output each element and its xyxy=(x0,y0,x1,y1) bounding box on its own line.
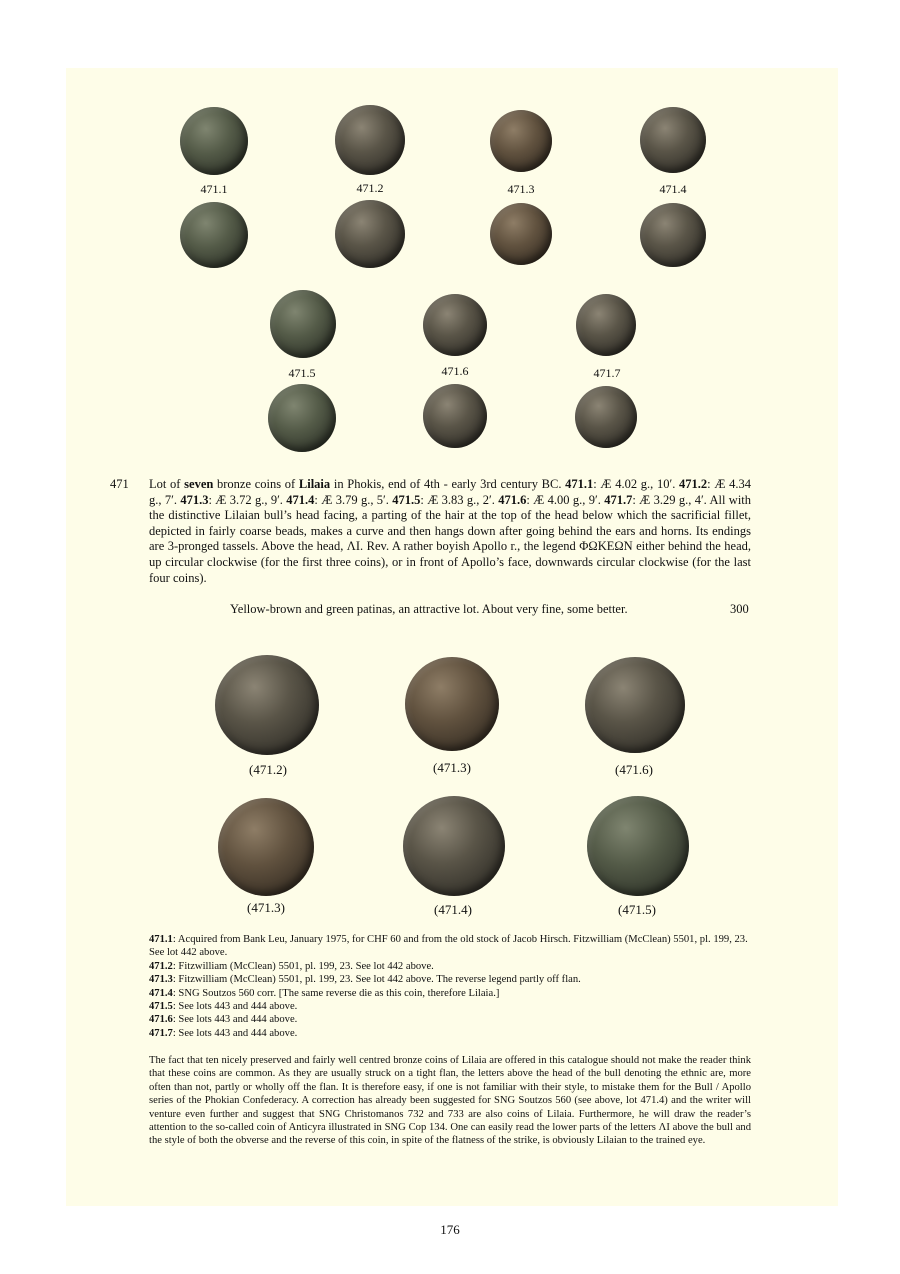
plate-label-471-3: 471.3 xyxy=(507,182,535,196)
coin-enlarged-471-3-reverse xyxy=(218,798,314,896)
plate-label-471-7: 471.7 xyxy=(593,366,621,380)
provenance-item: 471.4: SNG Soutzos 560 corr. [The same reverse die as this coin, therefore Lilaia.] xyxy=(149,987,500,999)
lot-description: Lot of seven bronze coins of Lilaia in Phokis, end of 4th - early 3rd century BC. 471.1: Æ 4.02 g., 10′. 471.2: Æ 4.34 g., 7′. 471.3: Æ 3.72 g., 9′. 471.4: Æ 3.79 g., 5′. 471.5: Æ 3.83 g., 2′. 471.6: Æ 4.00 g., 9′. 471.7: Æ 3.29 g., 4′. All with the distinctive Lilaian bull’s head facing, a parting of the hair at the top of the head below which the sacrificial fillet, depicted in fairly coarse beads, makes a curve and then hangs down after going behind the ears and horns. Its endings are 3-pronged tassels. Above the head, ΛΙ. Rev. A rather boyish Apollo r., the legend ΦΩΚΕΩΝ either behind the head, up circular clockwise (for the first three coins), or in front of Apollo’s face, downwards circular clockwise (for the last four coins). xyxy=(149,477,752,585)
provenance-notes xyxy=(149,933,751,1040)
coin-471-7-obverse xyxy=(576,294,636,356)
commentary-paragraph: The fact that ten nicely preserved and fairly well centred bronze coins of Lilaia are offered in this catalogue should not make the reader think that these coins are common. As they are usually struck on a tight flan, the letters above the head of the bull denoting the ethnic are, more often than not, partly or wholly off the flan. It is therefore easy, if one is not familiar with their style, to mistake them for the Bull / Apollo series of the Phokian Confederacy. A correction has already been suggested for SNG Soutzos 560 (see above, lot 471.4) and the writer will venture even further and suggest that SNG Christomanos 732 and 733 are also coins of Lilaia. Furthermore, he will draw the reader’s attention to the so-called coin of Anticyra illustrated in SNG Cop 134. One can easily read the lower parts of the letters ΛΙ above the bull and the style of both the obverse and the reverse of this coin, in spite of the flatness of the strike, is obviously Lilaian to the trained eye. xyxy=(149,1055,751,1147)
coin-471-6-reverse xyxy=(423,384,487,448)
coin-471-3-reverse xyxy=(490,203,552,265)
provenance-item: 471.2: Fitzwilliam (McClean) 5501, pl. 199, 23. See lot 442 above. xyxy=(149,960,434,972)
plate-label-471-5: 471.5 xyxy=(288,366,316,380)
coin-471-3-obverse xyxy=(490,110,552,172)
provenance-item: 471.6: See lots 443 and 444 above. xyxy=(149,1014,298,1026)
enlarged-label-471-5: (471.5) xyxy=(618,902,656,917)
coin-471-2-reverse xyxy=(335,200,405,268)
coin-enlarged-471-2-obverse xyxy=(215,655,319,755)
enlarged-label-471-3b: (471.3) xyxy=(247,900,285,915)
coin-enlarged-471-5-reverse xyxy=(587,796,689,896)
coin-enlarged-471-3-obverse xyxy=(405,657,499,751)
plate-label-471-2: 471.2 xyxy=(356,181,384,195)
plate-label-471-4: 471.4 xyxy=(659,182,687,196)
provenance-item: 471.5: See lots 443 and 444 above. xyxy=(149,1001,298,1013)
provenance-item: 471.3: Fitzwilliam (McClean) 5501, pl. 199, 23. See lot 442 above. The reverse legend partly off flan. xyxy=(149,974,581,986)
enlarged-label-471-4: (471.4) xyxy=(434,902,472,917)
lot-estimate: 300 xyxy=(730,602,749,616)
enlarged-label-471-3: (471.3) xyxy=(433,760,471,775)
plate-label-471-1: 471.1 xyxy=(200,182,228,196)
provenance-item: 471.1: Acquired from Bank Leu, January 1975, for CHF 60 and from the old stock of Jacob Hirsch. Fitzwilliam (McClean) 5501, pl. 199, 23. See lot 442 above. xyxy=(149,934,748,959)
coin-enlarged-471-4-reverse xyxy=(403,796,505,896)
plate-label-471-6: 471.6 xyxy=(441,364,469,378)
provenance-item: 471.7: See lots 443 and 444 above. xyxy=(149,1027,298,1039)
coin-471-7-reverse xyxy=(575,386,637,448)
page-number: 176 xyxy=(440,1222,460,1237)
coin-471-5-obverse xyxy=(270,290,336,358)
coin-471-1-obverse xyxy=(180,107,248,175)
coin-471-6-obverse xyxy=(423,294,487,356)
enlarged-label-471-6: (471.6) xyxy=(615,762,653,777)
coin-enlarged-471-6-obverse xyxy=(585,657,685,753)
lot-number: 471 xyxy=(110,477,129,491)
lot-condition: Yellow-brown and green patinas, an attractive lot. About very fine, some better. xyxy=(230,602,628,616)
enlarged-label-471-2: (471.2) xyxy=(249,762,287,777)
coin-471-1-reverse xyxy=(180,202,248,268)
coin-471-2-obverse xyxy=(335,105,405,175)
coin-471-5-reverse xyxy=(268,384,336,452)
coin-471-4-reverse xyxy=(640,203,706,267)
coin-471-4-obverse xyxy=(640,107,706,173)
